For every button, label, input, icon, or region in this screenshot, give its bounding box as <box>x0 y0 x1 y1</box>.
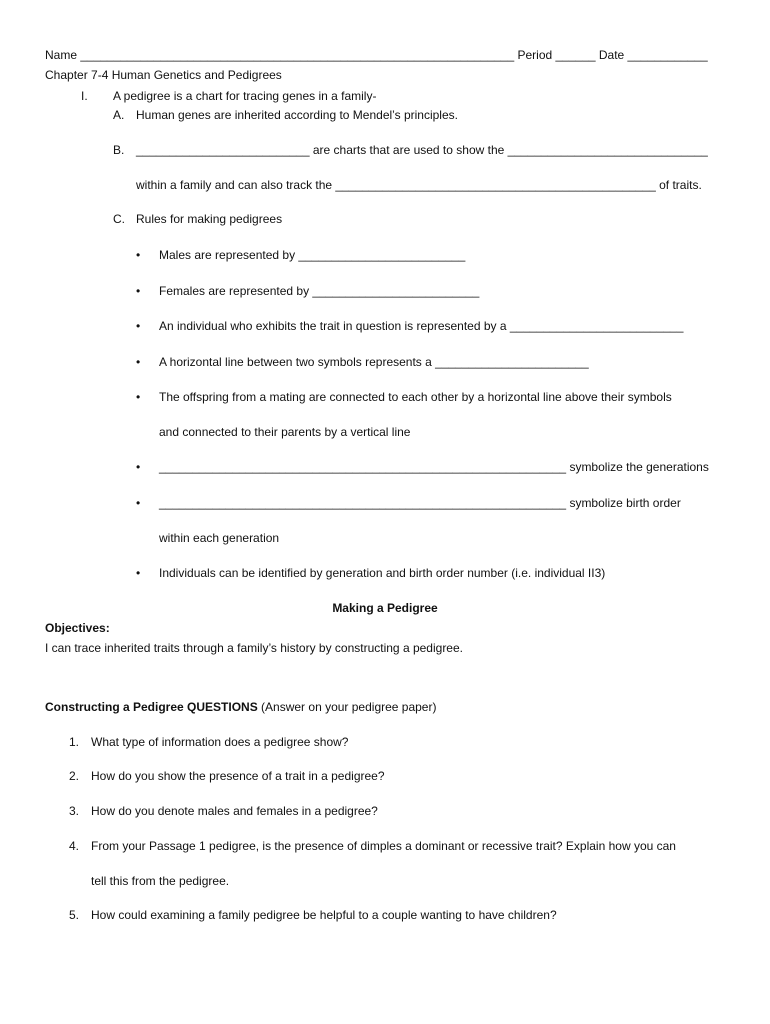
questions-heading-title: Constructing a Pedigree QUESTIONS <box>45 700 258 714</box>
question-text-continuation: tell this from the pedigree. <box>91 874 230 888</box>
question-number: 3. <box>69 804 80 818</box>
item-text: Human genes are inherited according to Mendel’s principles. <box>136 108 458 122</box>
rule-item: • The offspring from a mating are connected to each other by a horizontal line above their symbols <box>159 390 672 405</box>
question-text: How do you show the presence of a trait in a pedigree? <box>91 769 385 783</box>
question-text: How could examining a family pedigree be helpful to a couple wanting to have children? <box>91 908 557 922</box>
questions-heading <box>45 700 436 715</box>
rule-item[interactable]: • Females are represented by _________________________ <box>159 284 479 299</box>
fill-in-blank-line[interactable]: __________________________ are charts that are used to show the ______________________________ <box>136 143 708 157</box>
rule-item-continuation: within each generation <box>159 531 280 545</box>
rule-item[interactable]: • Males are represented by _________________________ <box>159 248 465 263</box>
questions-heading-note: (Answer on your pedigree paper) <box>261 700 437 714</box>
rule-item-continuation: and connected to their parents by a vertical line <box>159 425 411 439</box>
rule-item[interactable]: • _____________________________________________________________ symbolize the generations <box>159 460 709 475</box>
chapter-title: Chapter 7-4 Human Genetics and Pedigrees <box>45 68 282 82</box>
rule-item[interactable]: • An individual who exhibits the trait in question is represented by a __________________________ <box>159 319 683 334</box>
rule-item[interactable]: • A horizontal line between two symbols represents a _______________________ <box>159 355 589 370</box>
item-text: Rules for making pedigrees <box>136 212 283 226</box>
name-period-date-line[interactable]: Name _________________________________________________________________ Period ______ Date ____________ <box>45 48 708 62</box>
question-text: What type of information does a pedigree show? <box>91 735 349 749</box>
question-text: From your Passage 1 pedigree, is the presence of dimples a dominant or recessive trait? Explain how you can <box>91 839 676 853</box>
question-number: 5. <box>69 908 80 922</box>
question-number: 1. <box>69 735 80 749</box>
item-letter: B. <box>113 143 125 157</box>
item-letter: C. <box>113 212 125 226</box>
rule-item: • Individuals can be identified by generation and birth order number (i.e. individual II3) <box>159 566 605 581</box>
item-letter: A. <box>113 108 125 122</box>
section-text: A pedigree is a chart for tracing genes in a family- <box>113 89 377 103</box>
question-text: How do you denote males and females in a pedigree? <box>91 804 378 818</box>
question-number: 4. <box>69 839 80 853</box>
objectives-text: I can trace inherited traits through a family’s history by constructing a pedigree. <box>45 641 463 655</box>
fill-in-blank-line[interactable]: within a family and can also track the ________________________________________________ of traits. <box>136 178 702 192</box>
section-heading: Making a Pedigree <box>332 601 438 615</box>
objectives-label: Objectives: <box>45 621 110 635</box>
question-number: 2. <box>69 769 80 783</box>
section-numeral: I. <box>81 89 88 103</box>
rule-item[interactable]: • _____________________________________________________________ symbolize birth order <box>159 496 681 511</box>
